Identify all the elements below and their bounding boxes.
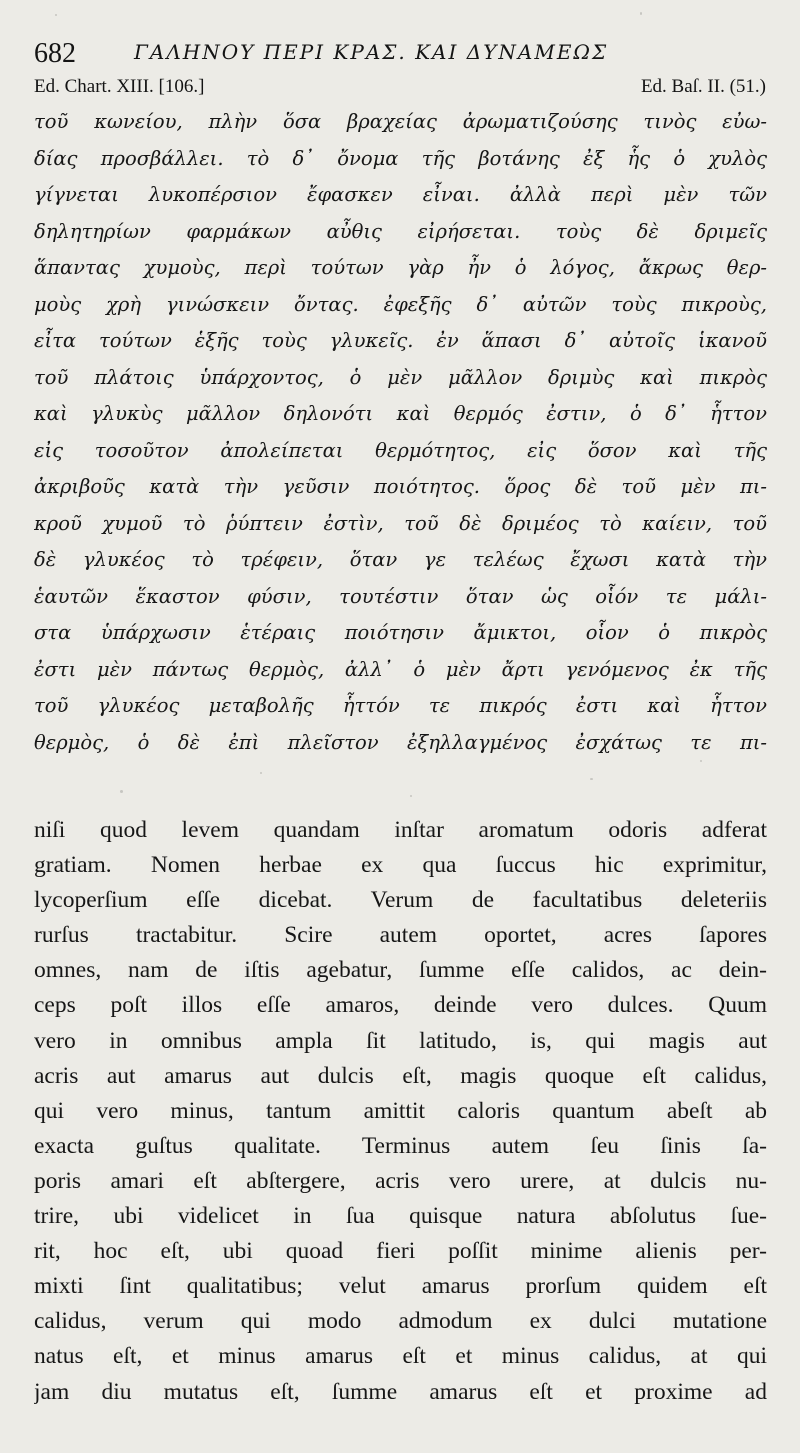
paper-speck bbox=[120, 790, 123, 793]
latin-line: exacta guſtus qualitate. Terminus autem ſeu ſinis ſa- bbox=[34, 1132, 767, 1159]
greek-text-block bbox=[34, 104, 767, 761]
latin-text-block bbox=[34, 813, 767, 1410]
greek-line: καὶ γλυκὺς μᾶλλον δηλονότι καὶ θερμός ἐστιν, ὁ δ᾽ ἧττον bbox=[34, 402, 767, 425]
greek-line: δίας προσβάλλει. τὸ δ᾽ ὄνομα τῆς βοτάνης ἐξ ἧς ὁ χυλὸς bbox=[34, 146, 767, 170]
running-title: ΓΑΛΗΝΟΥ ΠΕΡΙ ΚΡΑΣ. ΚΑΙ ΔΥΝΑΜΕΩΣ bbox=[134, 40, 609, 64]
latin-line: calidus, verum qui modo admodum ex dulci mutatione bbox=[34, 1308, 767, 1335]
latin-line: trire, ubi videlicet in ſua quisque natura abſolutus ſue- bbox=[34, 1203, 767, 1230]
edition-chartier: Ed. Chart. XIII. [106.] bbox=[34, 76, 205, 97]
greek-line: μοὺς χρὴ γινώσκειν ὄντας. ἐφεξῆς δ᾽ αὐτῶν τοὺς πικροὺς, bbox=[34, 292, 767, 316]
latin-line: acris aut amarus aut dulcis eſt, magis quoque eſt calidus, bbox=[34, 1062, 767, 1089]
paper-speck bbox=[590, 778, 593, 780]
edition-line bbox=[34, 76, 766, 106]
latin-line: vero in omnibus ampla ſit latitudo, is, qui magis aut bbox=[34, 1027, 767, 1054]
latin-line: poris amari eſt abſtergere, acris vero urere, at dulcis nu- bbox=[34, 1167, 767, 1194]
latin-line: ceps poſt illos eſſe amaros, deinde vero dulces. Quum bbox=[34, 992, 767, 1019]
greek-line: γίγνεται λυκοπέρσιον ἔφασκεν εἶναι. ἀλλὰ περὶ μὲν τῶν bbox=[34, 183, 767, 206]
greek-line: ἑαυτῶν ἕκαστον φύσιν, τουτέστιν ὅταν ὡς οἷόν τε μάλι- bbox=[34, 584, 767, 608]
greek-line: ἀκριβοῦς κατὰ τὴν γεῦσιν ποιότητος. ὅρος δὲ τοῦ μὲν πι- bbox=[34, 475, 767, 498]
paper-speck bbox=[700, 760, 702, 762]
latin-line: qui vero minus, tantum amittit caloris quantum abeſt ab bbox=[34, 1097, 767, 1124]
latin-line: gratiam. Nomen herbae ex qua ſuccus hic exprimitur, bbox=[34, 852, 767, 879]
greek-line: δὲ γλυκέος τὸ τρέφειν, ὅταν γε τελέως ἔχωσι κατὰ τὴν bbox=[34, 548, 767, 571]
paper-speck bbox=[410, 795, 412, 797]
greek-line: κροῦ χυμοῦ τὸ ῥύπτειν ἐστὶν, τοῦ δὲ δριμέος τὸ καίειν, τοῦ bbox=[34, 511, 767, 535]
latin-line: jam diu mutatus eſt, ſumme amarus eſt et proxime ad bbox=[34, 1378, 767, 1405]
greek-line: στα ὑπάρχωσιν ἑτέραις ποιότησιν ἄμικτοι, οἷον ὁ πικρὸς bbox=[34, 621, 767, 644]
greek-line: εἶτα τούτων ἑξῆς τοὺς γλυκεῖς. ἐν ἅπασι δ᾽ αὐτοῖς ἱκανοῦ bbox=[34, 329, 767, 352]
greek-line: δηλητηρίων φαρμάκων αὖθις εἰρήσεται. τοὺς δὲ δριμεῖς bbox=[34, 219, 767, 243]
latin-line: niſi quod levem quandam inſtar aromatum odoris adferat bbox=[34, 817, 767, 843]
edition-basel: Ed. Baſ. II. (51.) bbox=[640, 76, 766, 97]
paper-speck bbox=[640, 12, 642, 15]
greek-line: τοῦ γλυκέος μεταβολῆς ἧττόν τε πικρός ἐστι καὶ ἧττον bbox=[34, 694, 767, 717]
latin-line: rit, hoc eſt, ubi quoad fieri poſſit minime alienis per- bbox=[34, 1238, 767, 1265]
latin-line: rurſus tractabitur. Scire autem oportet, acres ſapores bbox=[34, 922, 767, 949]
latin-line: lycoperſium eſſe dicebat. Verum de facultatibus deleteriis bbox=[34, 887, 767, 914]
greek-line: ἅπαντας χυμοὺς, περὶ τούτων γὰρ ἦν ὁ λόγος, ἄκρως θερ- bbox=[34, 256, 767, 279]
latin-line: omnes, nam de iſtis agebatur, ſumme eſſe calidos, ac dein- bbox=[34, 957, 767, 984]
running-head bbox=[34, 26, 774, 69]
greek-line: θερμὸς, ὁ δὲ ἐπὶ πλεῖστον ἐξηλλαγμένος ἐσχάτως τε πι- bbox=[34, 730, 767, 754]
greek-line: τοῦ κωνείου, πλὴν ὅσα βραχείας ἀρωματιζούσης τινὸς εὐω- bbox=[34, 110, 767, 133]
page-number: 682 bbox=[34, 38, 76, 69]
latin-line: mixti ſint qualitatibus; velut amarus prorſum quidem eſt bbox=[34, 1273, 767, 1300]
latin-line: natus eſt, et minus amarus eſt et minus calidus, at qui bbox=[34, 1343, 767, 1370]
greek-line: τοῦ πλάτοις ὑπάρχοντος, ὁ μὲν μᾶλλον δριμὺς καὶ πικρὸς bbox=[34, 365, 767, 389]
paper-speck bbox=[55, 14, 57, 16]
paper-speck bbox=[260, 772, 262, 774]
greek-line: ἐστι μὲν πάντως θερμὸς, ἀλλ᾽ ὁ μὲν ἄρτι γενόμενος ἐκ τῆς bbox=[34, 657, 767, 681]
greek-line: εἰς τοσοῦτον ἀπολείπεται θερμότητος, εἰς ὅσον καὶ τῆς bbox=[34, 438, 767, 462]
